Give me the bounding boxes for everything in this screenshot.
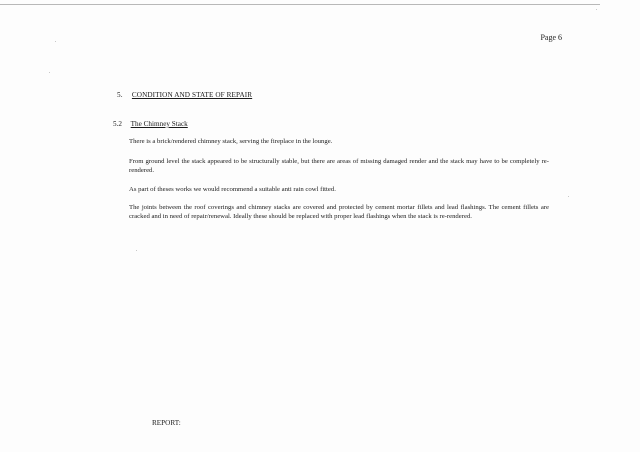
scan-speck [136,250,137,251]
scan-speck [568,196,569,197]
scan-speck [49,72,50,73]
scan-speck [55,41,56,42]
paragraph: There is a brick/rendered chimney stack, serving the fireplace in the lounge. [129,138,333,145]
scan-speck [596,9,597,10]
subsection-title: The Chimney Stack [130,120,188,128]
section-heading [117,91,252,99]
page-number: Page 6 [540,33,562,42]
top-rule [0,4,600,5]
subsection-number: 5.2 [113,120,122,128]
section-number: 5. [117,91,123,99]
report-label: REPORT: [152,419,181,427]
paragraph: The joints between the roof coverings and chimney stacks are covered and protected by cement mortar fillets and lead flashings. The cement fillets are cracked and in need of repair/renewal. Ideally these should be replaced with proper lead flashings when the stack is re-rendered. [129,204,549,220]
subsection-heading [113,120,188,128]
paragraph: As part of theses works we would recommend a suitable anti rain cowl fitted. [129,186,336,193]
section-title: CONDITION AND STATE OF REPAIR [131,91,253,99]
paragraph: From ground level the stack appeared to be structurally stable, but there are areas of missing damaged render and the stack may have to be completely re-rendered. [129,158,549,174]
